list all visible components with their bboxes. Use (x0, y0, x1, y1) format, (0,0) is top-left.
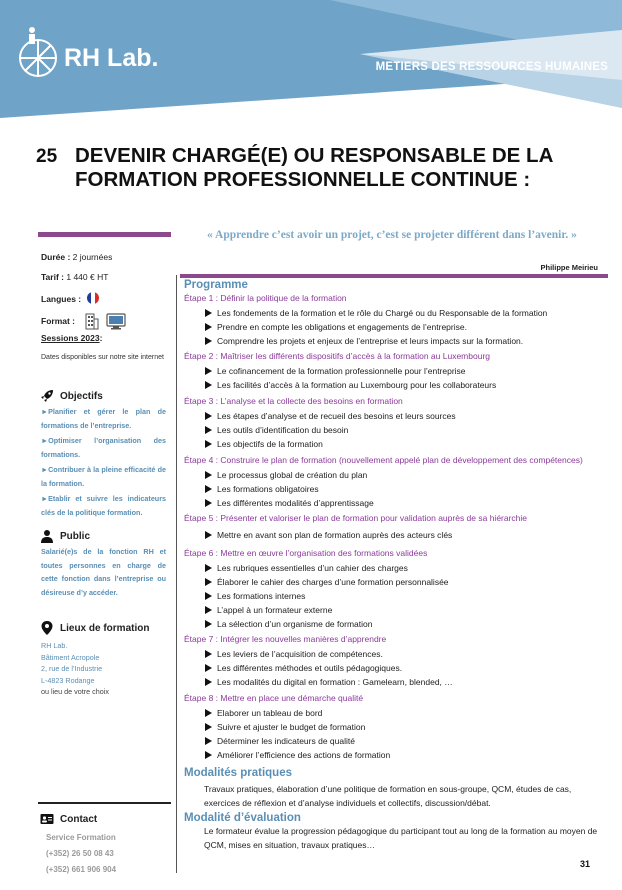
programme-bullet-text: Améliorer l’efficience des actions de formation (217, 750, 391, 760)
triangle-bullet-icon (205, 606, 212, 614)
programme-bullet (205, 563, 408, 573)
modalites-heading: Modalités pratiques (184, 767, 292, 779)
location-pin-icon (40, 621, 54, 635)
triangle-bullet-icon (205, 323, 212, 331)
programme-bullet-text: Suivre et ajuster le budget de formation (217, 722, 366, 732)
lieux-heading: Lieux de formation (40, 621, 149, 635)
triangle-bullet-icon (205, 751, 212, 759)
programme-bullet-text: L’appel à un formateur externe (217, 605, 333, 615)
programme-bullet-text: Elaborer un tableau de bord (217, 708, 323, 718)
contact-card-icon (40, 812, 54, 826)
triangle-bullet-icon (205, 678, 212, 686)
evaluation-text: Le formateur évalue la progression pédagogique du participant tout au long de la formation au moyen de QCM, mises en situation, travaux pratiques… (204, 826, 598, 850)
objectif-item: ►Etablir et suivre les indicateurs clés de la politique formation. (41, 494, 166, 517)
evaluation-heading: Modalité d’évaluation (184, 812, 301, 824)
programme-bullet (205, 498, 374, 508)
computer-icon (106, 313, 126, 330)
objectif-item: ►Optimiser l’organisation des formations. (41, 436, 166, 459)
triangle-bullet-icon (205, 440, 212, 448)
programme-bullet-text: Le processus global de création du plan (217, 470, 368, 480)
programme-bullet-text: Les leviers de l’acquisition de compétences. (217, 649, 383, 659)
dates-note: Dates disponibles sur notre site internet (41, 354, 164, 361)
page-title (75, 144, 575, 192)
programme-heading: Programme (184, 279, 248, 291)
objectifs-heading: Objectifs (40, 389, 103, 403)
sessions-label: Sessions 2023: (41, 333, 103, 343)
triangle-bullet-icon (205, 531, 212, 539)
etape-heading: Étape 2 : Maîtriser les différents dispositifs d’accès à la formation au Luxembourg (184, 351, 490, 361)
programme-bullet-text: Élaborer le cahier des charges d’une formation personnalisée (217, 577, 449, 587)
phone-link[interactable]: (+352) 26 50 08 43 (46, 849, 114, 858)
person-icon (40, 529, 54, 543)
programme-bullet (205, 708, 322, 718)
programme-bullet-text: Les modalités du digital en formation : Gamelearn, blended, … (217, 677, 453, 687)
phone-link[interactable]: (+352) 661 906 904 (46, 865, 117, 874)
programme-bullet-text: Les différentes méthodes et outils pédagogiques. (217, 663, 403, 673)
programme-bullet-text: Comprendre les projets et enjeux de l’entreprise et leurs impacts sur la formation. (217, 336, 524, 346)
left-column-divider (38, 232, 171, 237)
building-icon (85, 313, 99, 330)
etape-heading: Étape 5 : Présenter et valoriser le plan de formation pour validation auprès de sa hiérarchie (184, 513, 528, 523)
triangle-bullet-icon (205, 412, 212, 420)
course-number: 25 (36, 146, 58, 167)
info-format: Format : (41, 313, 126, 330)
etape-heading: Étape 6 : Mettre en œuvre l’organisation des formations validées (184, 548, 428, 558)
etape-heading: Étape 4 : Construire le plan de formation (nouvellement appelé plan de développement des compétences) (184, 455, 583, 465)
programme-bullet-text: Les rubriques essentielles d’un cahier des charges (217, 563, 408, 573)
programme-bullet-text: Mettre en avant son plan de formation auprès des acteurs clés (217, 530, 453, 540)
triangle-bullet-icon (205, 309, 212, 317)
triangle-bullet-icon (205, 650, 212, 658)
public-heading: Public (40, 529, 90, 543)
programme-bullet-text: Les fondements de la formation et le rôle du Chargé ou du Responsable de la formation (217, 308, 548, 318)
programme-bullet-text: Les facilités d’accès à la formation au Luxembourg pour les collaborateurs (217, 380, 497, 390)
programme-bullet-text: Les outils d’identification du besoin (217, 425, 349, 435)
triangle-bullet-icon (205, 592, 212, 600)
programme-bullet (205, 484, 319, 494)
programme-bullet (205, 605, 332, 615)
programme-bullet-text: Déterminer les indicateurs de qualité (217, 736, 355, 746)
triangle-bullet-icon (205, 564, 212, 572)
triangle-bullet-icon (205, 709, 212, 717)
contact-details: Service Formation (+352) 26 50 08 43 (+352) 661 906 904 (46, 830, 116, 878)
programme-bullet-text: La sélection d’un organisme de formation (217, 619, 373, 629)
programme-bullet-text: Le cofinancement de la formation professionnelle pour l’entreprise (217, 366, 466, 376)
lieux-address: RH Lab. Bâtiment Acropole 2, rue de l’Industrie L-4823 Rodange ou lieu de votre choix (41, 641, 109, 696)
triangle-bullet-icon (205, 381, 212, 389)
rocket-icon (40, 389, 54, 403)
programme-bullet (205, 322, 467, 332)
title-line-1: DEVENIR CHARGÉ(E) OU RESPONSABLE DE LA (75, 144, 554, 167)
programme-divider (180, 274, 608, 278)
programme-bullet (205, 530, 452, 540)
triangle-bullet-icon (205, 578, 212, 586)
programme-bullet-text: Les formations internes (217, 591, 306, 601)
programme-bullet-text: Les formations obligatoires (217, 484, 319, 494)
programme-bullet (205, 308, 547, 318)
info-langues: Langues : (41, 292, 99, 304)
objectif-item: ►Planifier et gérer le plan de formations de l’entreprise. (41, 407, 166, 430)
column-separator (176, 275, 177, 873)
triangle-bullet-icon (205, 337, 212, 345)
triangle-bullet-icon (205, 737, 212, 745)
programme-bullet (205, 366, 466, 376)
triangle-bullet-icon (205, 664, 212, 672)
triangle-bullet-icon (205, 471, 212, 479)
triangle-bullet-icon (205, 426, 212, 434)
programme-bullet (205, 577, 449, 587)
objectifs-list (41, 405, 166, 519)
programme-bullet (205, 470, 367, 480)
quote-text: « Apprendre c’est avoir un projet, c’est se projeter différent dans l’avenir. » (207, 229, 577, 241)
quote-author: Philippe Meirieu (540, 263, 598, 272)
programme-bullet (205, 663, 402, 673)
programme-bullet (205, 649, 383, 659)
triangle-bullet-icon (205, 723, 212, 731)
programme-bullet (205, 619, 372, 629)
etape-heading: Étape 8 : Mettre en place une démarche qualité (184, 693, 364, 703)
programme-bullet (205, 591, 305, 601)
contact-divider (38, 802, 171, 804)
etape-heading: Étape 1 : Définir la politique de la formation (184, 293, 347, 303)
etape-heading: Étape 3 : L’analyse et la collecte des besoins en formation (184, 396, 403, 406)
etape-heading: Étape 7 : Intégrer les nouvelles manières d’apprendre (184, 634, 387, 644)
contact-heading: Contact (40, 812, 97, 826)
info-tarif: Tarif : 1 440 € HT (41, 272, 109, 282)
triangle-bullet-icon (205, 367, 212, 375)
programme-bullet (205, 677, 453, 687)
programme-bullet-text: Les étapes d’analyse et de recueil des besoins et leurs sources (217, 411, 456, 421)
programme-bullet (205, 736, 355, 746)
french-flag-icon (87, 292, 99, 304)
objectif-item: ►Contribuer à la pleine efficacité de la formation. (41, 465, 166, 488)
modalites-text: Travaux pratiques, élaboration d’une politique de formation en sous-groupe, QCM, études de cas, exercices de réflexion et d’analyse individuels et collectifs, discussion/débat. (204, 784, 572, 808)
page-number: 31 (580, 859, 591, 869)
page-header (0, 0, 622, 118)
programme-bullet-text: Prendre en compte les obligations et engagements de l’entreprise. (217, 322, 467, 332)
triangle-bullet-icon (205, 499, 212, 507)
logo-text: RH Lab. (64, 44, 159, 72)
triangle-bullet-icon (205, 620, 212, 628)
programme-bullet (205, 411, 456, 421)
programme-bullet (205, 380, 496, 390)
programme-bullet (205, 439, 323, 449)
programme-bullet (205, 425, 348, 435)
header-tagline: METIERS DES RESSOURCES HUMAINES (375, 61, 608, 73)
programme-bullet-text: Les objectifs de la formation (217, 439, 323, 449)
programme-bullet (205, 750, 390, 760)
title-line-2: FORMATION PROFESSIONNELLE CONTINUE : (75, 168, 531, 191)
public-text: Salarié(e)s de la fonction RH et toutes personnes en charge de cette fonction dans l’entreprise ou désireuse d’y accéder. (41, 547, 166, 597)
programme-bullet (205, 722, 365, 732)
triangle-bullet-icon (205, 485, 212, 493)
programme-bullet-text: Les différentes modalités d’apprentissage (217, 498, 374, 508)
info-duree: Durée : 2 journées (41, 252, 113, 262)
programme-bullet (205, 336, 523, 346)
